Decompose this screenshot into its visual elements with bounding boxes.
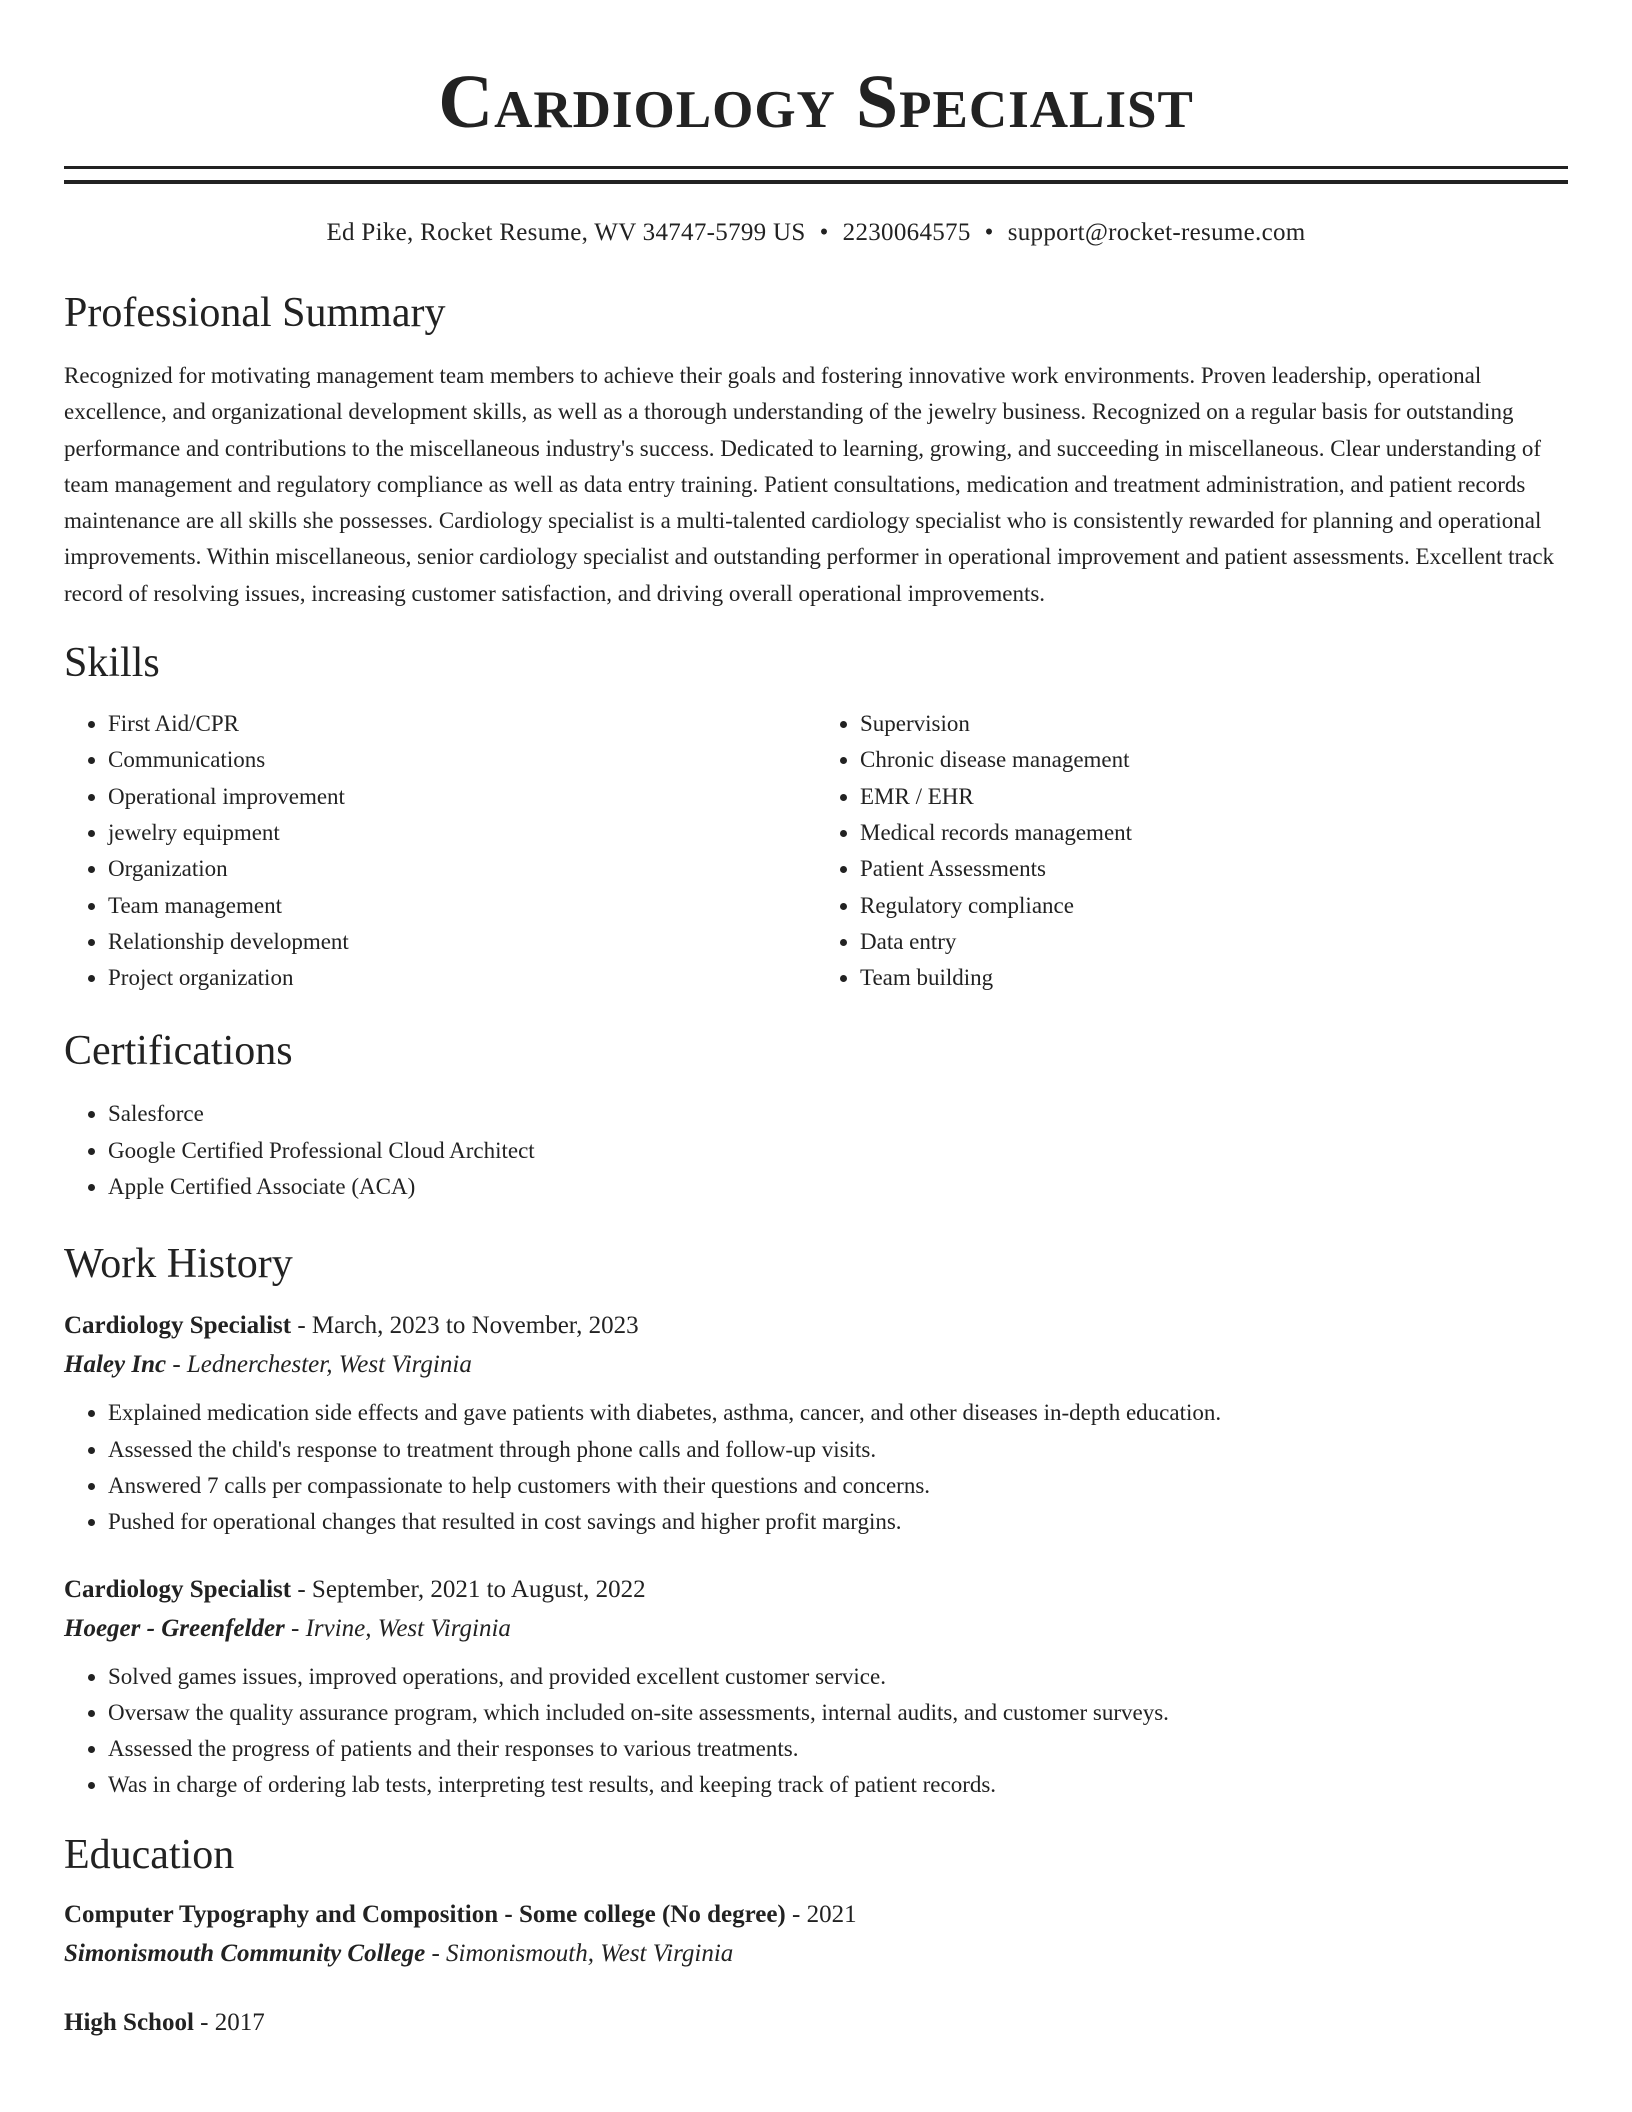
work-history-section [64, 1239, 1568, 1803]
certifications-heading: Certifications [64, 1028, 293, 1075]
education-year: - 2017 [193, 2008, 265, 2036]
certifications-list [64, 1096, 1568, 1205]
education-school: Simonismouth Community College [64, 1939, 426, 1967]
job-location: - Lednerchester, West Virginia [166, 1351, 472, 1379]
job-bullet: • Pushed for operational changes that resulted in cost savings and higher profit margins. [108, 1504, 1568, 1540]
resume-title: Cardiology Specialist [438, 60, 1194, 144]
job-title-line [64, 1307, 1568, 1345]
skill-item: • Project organization [108, 960, 816, 996]
education-degree: High School [64, 2008, 194, 2036]
education-degree-line [64, 1896, 1568, 1934]
contact-separator: • [984, 219, 994, 246]
skill-item: • Data entry [860, 924, 1568, 960]
skill-item: • EMR / EHR [860, 779, 1568, 815]
title-double-rule [64, 166, 1568, 184]
work-history-heading: Work History [64, 1241, 293, 1288]
skill-item: • Team management [108, 888, 816, 924]
contact-separator: • [819, 219, 829, 246]
skill-item: • Team building [860, 960, 1568, 996]
job-company-line [64, 1345, 1568, 1385]
job-bullet: • Solved games issues, improved operations, and provided excellent customer service. [108, 1659, 1568, 1695]
job-location: - Irvine, West Virginia [284, 1614, 511, 1642]
skills-columns [64, 706, 1568, 996]
summary-section [64, 288, 1568, 612]
education-degree-line [64, 2004, 1568, 2042]
skill-item: • Medical records management [860, 815, 1568, 851]
certification-item: • Google Certified Professional Cloud Architect [108, 1133, 1568, 1169]
job-bullets [64, 1659, 1568, 1804]
education-school-line [64, 1934, 1568, 1974]
summary-text: Recognized for motivating management team members to achieve their goals and fostering innovative work environments. Proven leadership, operational excellence, and organizational development skills, as well as a thorough understanding of the jewelry business. Recognized on a regular basis for outstanding performance and contributions to the miscellaneous industry's success. Dedicated to learning, growing, and succeeding in miscellaneous. Clear understanding of team management and regulatory compliance as well as data entry training. Patient consultations, medication and treatment administration, and patient records maintenance are all skills she possesses. Cardiology specialist is a multi-talented cardiology specialist who is consistently rewarded for planning and operational improvements. Within miscellaneous, senior cardiology specialist and outstanding performer in operational improvement and patient assessments. Excellent track record of resolving issues, increasing customer satisfaction, and driving overall operational improvements. [64, 363, 1555, 606]
job-bullet: • Oversaw the quality assurance program, which included on-site assessments, internal audits, and customer surveys. [108, 1695, 1568, 1731]
education-section [64, 1830, 1568, 2042]
skill-item: • Supervision [860, 706, 1568, 742]
education-heading: Education [64, 1831, 235, 1878]
education-entry [64, 1896, 1568, 1974]
certification-item: • Salesforce [108, 1096, 1568, 1132]
job-dates: - September, 2021 to August, 2022 [291, 1575, 646, 1603]
skill-item: • Communications [108, 742, 816, 778]
skills-section [64, 638, 1568, 996]
job-bullet: • Explained medication side effects and gave patients with diabetes, asthma, cancer, and other diseases in-depth education. [108, 1395, 1568, 1431]
job-dates: - March, 2023 to November, 2023 [291, 1312, 639, 1340]
skill-item: • First Aid/CPR [108, 706, 816, 742]
job-entry [64, 1571, 1568, 1804]
education-degree: Computer Typography and Composition - Some college (No degree) [64, 1900, 786, 1928]
contact-line [64, 218, 1568, 248]
job-bullets [64, 1395, 1568, 1540]
certification-item: • Apple Certified Associate (ACA) [108, 1169, 1568, 1205]
contact-address: Ed Pike, Rocket Resume, WV 34747-5799 US [326, 219, 806, 246]
resume-page [64, 0, 1568, 2042]
skill-item: • Regulatory compliance [860, 888, 1568, 924]
skill-item: • Relationship development [108, 924, 816, 960]
skill-item: • jewelry equipment [108, 815, 816, 851]
job-company: Haley Inc [64, 1351, 167, 1379]
education-location: - Simonismouth, West Virginia [425, 1939, 734, 1967]
skills-list-left [64, 706, 816, 996]
skills-heading: Skills [64, 640, 160, 687]
job-bullet: • Answered 7 calls per compassionate to help customers with their questions and concerns. [108, 1468, 1568, 1504]
job-bullet: • Assessed the progress of patients and their responses to various treatments. [108, 1731, 1568, 1767]
job-title: Cardiology Specialist [64, 1575, 292, 1603]
job-company: Hoeger - Greenfelder [64, 1614, 285, 1642]
job-bullet: • Assessed the child's response to treatment through phone calls and follow-up visits. [108, 1432, 1568, 1468]
contact-phone: 2230064575 [842, 219, 971, 246]
contact-email: support@rocket-resume.com [1007, 219, 1306, 246]
job-entry [64, 1307, 1568, 1540]
education-year: - 2021 [785, 1900, 857, 1928]
skill-item: • Chronic disease management [860, 742, 1568, 778]
certifications-section [64, 1026, 1568, 1205]
skill-item: • Operational improvement [108, 779, 816, 815]
job-title: Cardiology Specialist [64, 1312, 292, 1340]
skill-item: • Organization [108, 851, 816, 887]
summary-heading: Professional Summary [64, 290, 446, 336]
skill-item: • Patient Assessments [860, 851, 1568, 887]
skills-list-right [816, 706, 1568, 996]
job-company-line [64, 1609, 1568, 1649]
job-bullet: • Was in charge of ordering lab tests, interpreting test results, and keeping track of patient records. [108, 1767, 1568, 1803]
job-title-line [64, 1571, 1568, 1609]
education-entry [64, 2004, 1568, 2042]
